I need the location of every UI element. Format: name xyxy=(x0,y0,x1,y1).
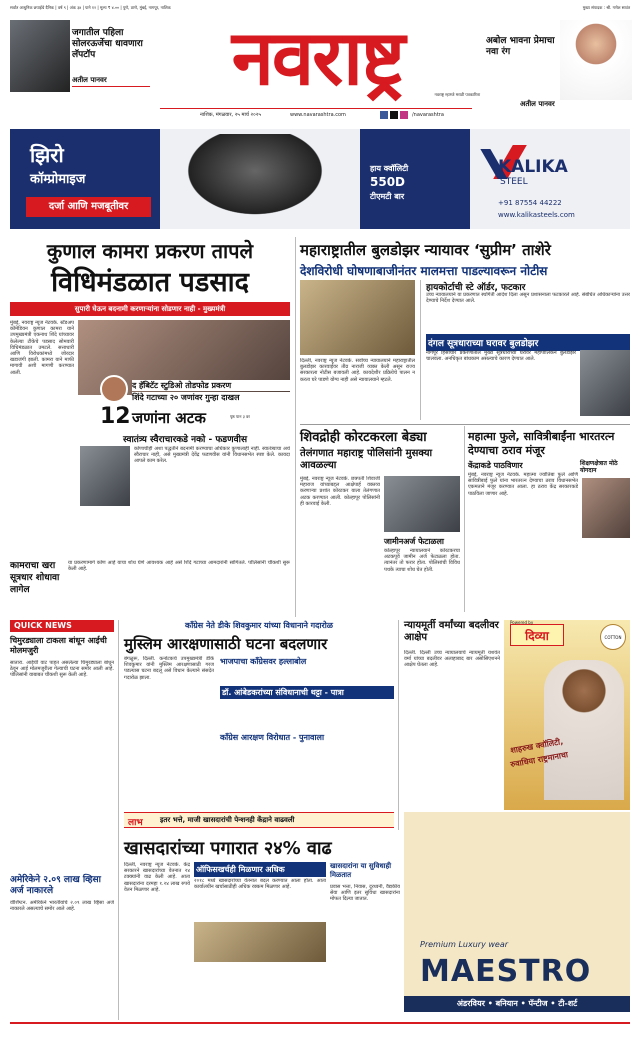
top-strip-right: मुख्य संपादक : श्री. गणेश सावंत xyxy=(582,5,630,10)
dateline-edition: नाशिक, मंगळवार, २५ मार्च २०२५ xyxy=(200,112,261,118)
story7-headline[interactable]: न्यायमूर्ती वर्मांच्या बदलीवर आक्षेप xyxy=(404,620,499,643)
story8-box-body: २०१८ मध्ये खासदारांच्या वेतनात बदल करण्यात आला होता. आता कार्यालयीन खर्चासाठीही अधिक रक्कम मिळणार आहे. xyxy=(194,878,326,891)
story6-headline[interactable]: मुस्लिम आरक्षणासाठी घटना बदलणार xyxy=(124,635,328,653)
dateline-social[interactable]: /navarashtra xyxy=(412,112,444,118)
x-icon[interactable] xyxy=(390,111,398,119)
story1-headline[interactable]: विधिमंडळात पडसाद xyxy=(51,267,249,298)
laptop-photo xyxy=(10,20,70,92)
story6-sub1: भाजपाचा काँग्रेसवर हल्लाबोल xyxy=(220,657,307,666)
story5-headline[interactable]: महात्मा फुले, सावित्रीबाईंना भारतरत्न देण्याचा ठराव मंजूर xyxy=(468,430,615,457)
arrested-note: पृष्ठ पान ३ वर xyxy=(230,414,250,419)
story-kamra-body: या प्रकरणामागे कोण आहे याचा शोध घेणे आवश्यक आहे असे शिंदे गटाच्या आमदारांनी सांगितले. पोलिसांनी चौकशी सुरू केली आहे. xyxy=(68,560,290,573)
maestro-premium: Premium Luxury wear xyxy=(420,940,509,949)
masthead-tagline: नवराष्ट्र म्हणजे मराठी पत्रकारिता xyxy=(434,92,480,97)
dateline-website[interactable]: www.navarashtra.com xyxy=(290,112,346,118)
dateline-rule xyxy=(160,108,472,109)
story6-kicker: काँग्रेस नेते डीके शिवकुमार यांच्या विधानाने गदारोळ xyxy=(185,621,333,630)
divya-ad[interactable] xyxy=(504,620,630,810)
kalika-ad-hero-image xyxy=(170,134,340,226)
woman-photo xyxy=(560,20,632,100)
story1b-body: कोणाचीही अशा पद्धतीने बदनामी करण्याचा अधिकार कुणालाही नाही. स्वातंत्र्याचा अर्थ स्वैराचार नाही, असे मुख्यमंत्री देवेंद्र फडणवीस यांनी विधानसभेत स्पष्ट केले. कायदा आपले काम करेल. xyxy=(134,446,290,465)
story3-headline[interactable]: हायकोर्टाची स्टे ऑर्डर, फटकार xyxy=(426,283,526,293)
footer-rule xyxy=(10,1022,630,1024)
quick-news-label: QUICK NEWS xyxy=(14,621,72,630)
left-promo-rule xyxy=(72,86,150,87)
bulldozer-photo xyxy=(300,280,415,355)
right-promo-author: अतील पानवर xyxy=(520,100,555,108)
story3-body2: नागपूर हिंसाचार प्रकरणातील मुख्य सूत्रधाराच्या घरावर महापालिकेने बुलडोझर चालवला. अनधिकृत बांधकाम असल्याचे कारण देण्यात आले. xyxy=(426,350,576,363)
facebook-icon[interactable] xyxy=(380,111,388,119)
kalika-ad-title: झिरो xyxy=(30,143,64,167)
quick-news-item1-body: सातारा. आईची वाट पाहत असलेल्या चिमुरड्याला बांधून ठेवून आई मोलमजुरीला गेल्याची घटना समोर आली आहे. पोलिसांनी याबाबत चौकशी सुरू केली आहे. xyxy=(10,660,114,679)
quick-news-item2-body: वॉशिंग्टन. अमेरिकेने भारतीयांचे २.०९ लाख व्हिसा अर्ज नाकारले असल्याचे समोर आले आहे. xyxy=(10,900,114,913)
story2-body: दिल्ली, नवराष्ट्र न्यूज नेटवर्क. सर्वोच्च न्यायालयाने महाराष्ट्रातील बुलडोझर कारवाईवर तीव्र नाराजी व्यक्त केली असून राज्य सरकारला नोटीस बजावली आहे. कायदेशीर प्रक्रियेचे पालन न करता घरे पाडणे योग्य नाही असे न्यायालयाने म्हटले. xyxy=(300,358,415,383)
fadnavis-photo xyxy=(80,446,130,506)
story4-body: मुंबई, नवराष्ट्र न्यूज नेटवर्क. छत्रपती शिवाजी महाराज यांच्याबद्दल आक्षेपार्ह वक्तव्य करणाऱ्या प्रशांत कोरटकर याला तेलंगणात अटक करण्यात आली. कोल्हापूर पोलिसांनी ही कारवाई केली. xyxy=(300,476,380,507)
story5-subhead: केंद्राकडे पाठविणार xyxy=(468,461,523,470)
story1b-headline[interactable]: स्वातंत्र्य स्वैराचारकडे नको - फडणवीस xyxy=(122,435,248,445)
row-sep xyxy=(300,424,630,425)
kalika-phone[interactable]: +91 87554 44222 xyxy=(498,199,562,207)
story6-strip xyxy=(124,812,394,828)
kalika-ad-mid-line2: 550D xyxy=(370,175,406,189)
story6-sub2: डॉ. आंबेडकरांच्या संविधानाची थट्टा - पात्रा xyxy=(220,686,394,699)
col-sep-3 xyxy=(464,426,465,612)
col-sep-4 xyxy=(118,620,119,1020)
kalika-ad[interactable] xyxy=(10,129,630,229)
story8-headline[interactable]: खासदारांच्या पगारात २४% वाढ xyxy=(124,838,332,859)
maestro-products: अंडरवियर • बनियान • पॅन्टीज • टी-शर्ट xyxy=(404,996,630,1012)
story6-strip-label: लाभ xyxy=(128,818,143,828)
story7-body: दिल्ली. दिल्ली उच्च न्यायालयाचे न्यायमूर्ती यशवंत वर्मा यांच्या बदलीवर अलाहाबाद बार असोसिएशनने आक्षेप घेतला आहे. xyxy=(404,650,500,669)
divya-tag1: शाहरुख क्वॉलिटी, xyxy=(509,737,564,756)
story4-body2: कोल्हापूर न्यायालयाने कोरटकरचा अटकपूर्व जामीन अर्ज फेटाळला होता. त्यानंतर तो फरार होता. पोलिसांची विविध पथके त्याचा शोध घेत होती. xyxy=(384,548,460,573)
story2-headline[interactable]: महाराष्ट्रातील बुलडोझर न्यायावर ‘सुप्रीम’ ताशेरे xyxy=(300,241,551,259)
divya-brand: दिव्या xyxy=(510,624,564,646)
quick-news-item1-title[interactable]: चिमुरड्याला टाकला बांधून आईची मोलमजुरी xyxy=(10,636,107,655)
kalika-brand-sub: STEEL xyxy=(500,177,528,187)
phule-photo xyxy=(582,478,630,538)
story6-strip-text: इतर भत्ते, माजी खासदारांची पेन्शनही केंद्राने वाढवली xyxy=(160,816,295,824)
story1-subhead: सुपारी घेऊन बदनामी करणाऱ्यांना सोडणार नाही - मुख्यमंत्री xyxy=(10,302,290,316)
story4-subhead: जामीनअर्ज फेटाळला xyxy=(384,537,444,546)
kamra-avatar xyxy=(100,375,128,403)
maestro-ad[interactable] xyxy=(404,812,630,1012)
arrested-label: जणांना अटक xyxy=(132,409,206,427)
story1-kicker[interactable]: कुणाल कामरा प्रकरण तापले xyxy=(46,239,254,263)
left-promo-title[interactable]: जगातील पहिला सोलरऊर्जेचा धावणारा लॅपटॉप xyxy=(72,28,143,60)
story6-sub3: काँग्रेस आरक्षण विरोधात - पुनावाला xyxy=(220,733,325,742)
masthead-logo[interactable]: नवराष्ट्र xyxy=(231,13,404,102)
divya-tag2: रुवाधिया राष्ट्रमानाचा xyxy=(509,750,569,770)
model-photo xyxy=(544,660,624,800)
col-sep-5 xyxy=(398,620,399,830)
quick-news-header xyxy=(10,620,114,632)
right-promo-title[interactable]: अबोल भावना प्रेमाचा नवा रंग xyxy=(486,36,555,57)
kalika-ad-mid-line1: हाय क्वॉलिटी xyxy=(370,164,409,173)
story8-body: दिल्ली, नवराष्ट्र न्यूज नेटवर्क. केंद्र सरकारने खासदारांच्या वेतनात २४ टक्क्यांनी वाढ केली आहे. आता खासदारांना दरमहा १.२४ लाख रुपये वेतन मिळणार आहे. xyxy=(124,862,190,893)
story1-body: मुंबई, नवराष्ट्र न्यूज नेटवर्क. स्टँडअप कॉमेडियन कुणाल कामरा याने उपमुख्यमंत्री एकनाथ शिंदे यांच्यावर केलेल्या टीकेचे पडसाद सोमवारी विधिमंडळात उमटले. सत्ताधारी आणि विरोधकांमध्ये जोरदार खडाजंगी झाली. कामरा याने माफी मागावी अशी मागणी करण्यात आली. xyxy=(10,320,74,376)
story3-body: उच्च न्यायालयाने या प्रकरणात स्थगिती आदेश दिला असून प्रशासनाला फटकारले आहे. संबंधित अधिकाऱ्यांना उत्तर देण्याचे निर्देश देण्यात आले. xyxy=(426,292,630,305)
kalika-ad-mid-line3: टीएमटी बार xyxy=(370,192,405,201)
cotton-badge: COTTON xyxy=(600,624,626,650)
instagram-icon[interactable] xyxy=(400,111,408,119)
story3-subhead: दंगल सूत्रधाराच्या घरावर बुलडोझर xyxy=(426,334,630,351)
maestro-brand: MAESTRO xyxy=(420,954,592,989)
kalika-web[interactable]: www.kalikasteels.com xyxy=(498,211,575,219)
story8-side-title: खासदारांना या सुविधाही मिळतात xyxy=(330,862,392,879)
story4-headline2: तेलंगणात महाराष्ट्र पोलिसांनी मुसक्या आवळल्या xyxy=(300,448,433,471)
quick-news-item2-title[interactable]: अमेरिकेने २.०९ लाख व्हिसा अर्ज नाकारले xyxy=(10,875,101,896)
story4-headline[interactable]: शिवद्रोही कोरटकरला बेड्या xyxy=(300,430,427,445)
story1-caption: द हॅबिटॅट स्टुडिओ तोडफोड प्रकरण xyxy=(132,380,290,391)
story5-side-title: शिक्षणक्षेत्रात मोठे योगदान xyxy=(580,460,618,474)
story2-subhead: देशविरोधी घोषणाबाजीनंतर मालमत्ता पाडल्यावरून नोटीस xyxy=(300,264,548,278)
top-strip-left: सर्वात आधुनिक छपाईचे दैनिक | वर्ष ९ | अंक ३४ | पाने १२ | मूल्य ₹ ४.०० | पुणे, ठाणे, मुंबई, नागपूर, नाशिक xyxy=(10,5,171,10)
divya-powered: Powered by xyxy=(510,620,534,625)
kalika-ad-tag: दर्जा आणि मजबूतीवर xyxy=(26,197,151,217)
story5-body: मुंबई, नवराष्ट्र न्यूज नेटवर्क. महात्मा ज्योतिबा फुले आणि सावित्रीबाई फुले यांना भारतरत्न देण्याचा ठराव विधानसभेत एकमताने मंजूर करण्यात आला. हा ठराव केंद्र सरकारकडे पाठविला जाणार आहे. xyxy=(468,472,578,497)
col-sep-2 xyxy=(420,280,421,420)
col-sep-1 xyxy=(295,237,296,617)
kortkar-photo xyxy=(384,476,460,532)
story1-caption2: शिंदे गटाच्या २० जणांवर गुन्हा दाखल xyxy=(132,392,290,403)
story-kamra-headline[interactable]: कामराचा खरा सूत्रधार शोधावा लागेल xyxy=(10,561,60,595)
story8-box-title: ऑफिसखर्चही मिळणार अधिक xyxy=(194,862,326,877)
story8-side-body: प्रवास भत्ता, निवास, दूरध्वनी, वैद्यकीय सेवा आणि इतर सुविधा खासदारांना मोफत दिल्या जातात. xyxy=(330,884,400,903)
money-photo xyxy=(194,922,326,962)
kalika-brand: KALIKA xyxy=(498,157,568,177)
kalika-ad-subtitle: कॉम्प्रोमाइज xyxy=(30,172,86,187)
story3-photo xyxy=(580,350,630,416)
left-promo-author: अतील पानवर xyxy=(72,76,107,84)
story6-body: बंगळुरू, दिल्ली. कर्नाटकचे उपमुख्यमंत्री डीके शिवकुमार यांनी मुस्लिम आरक्षणासाठी गरज पडल्यास घटना बदलू असे विधान केल्याने संसदेत गदारोळ झाला. xyxy=(124,656,214,681)
arrested-number: 12 xyxy=(100,404,131,429)
